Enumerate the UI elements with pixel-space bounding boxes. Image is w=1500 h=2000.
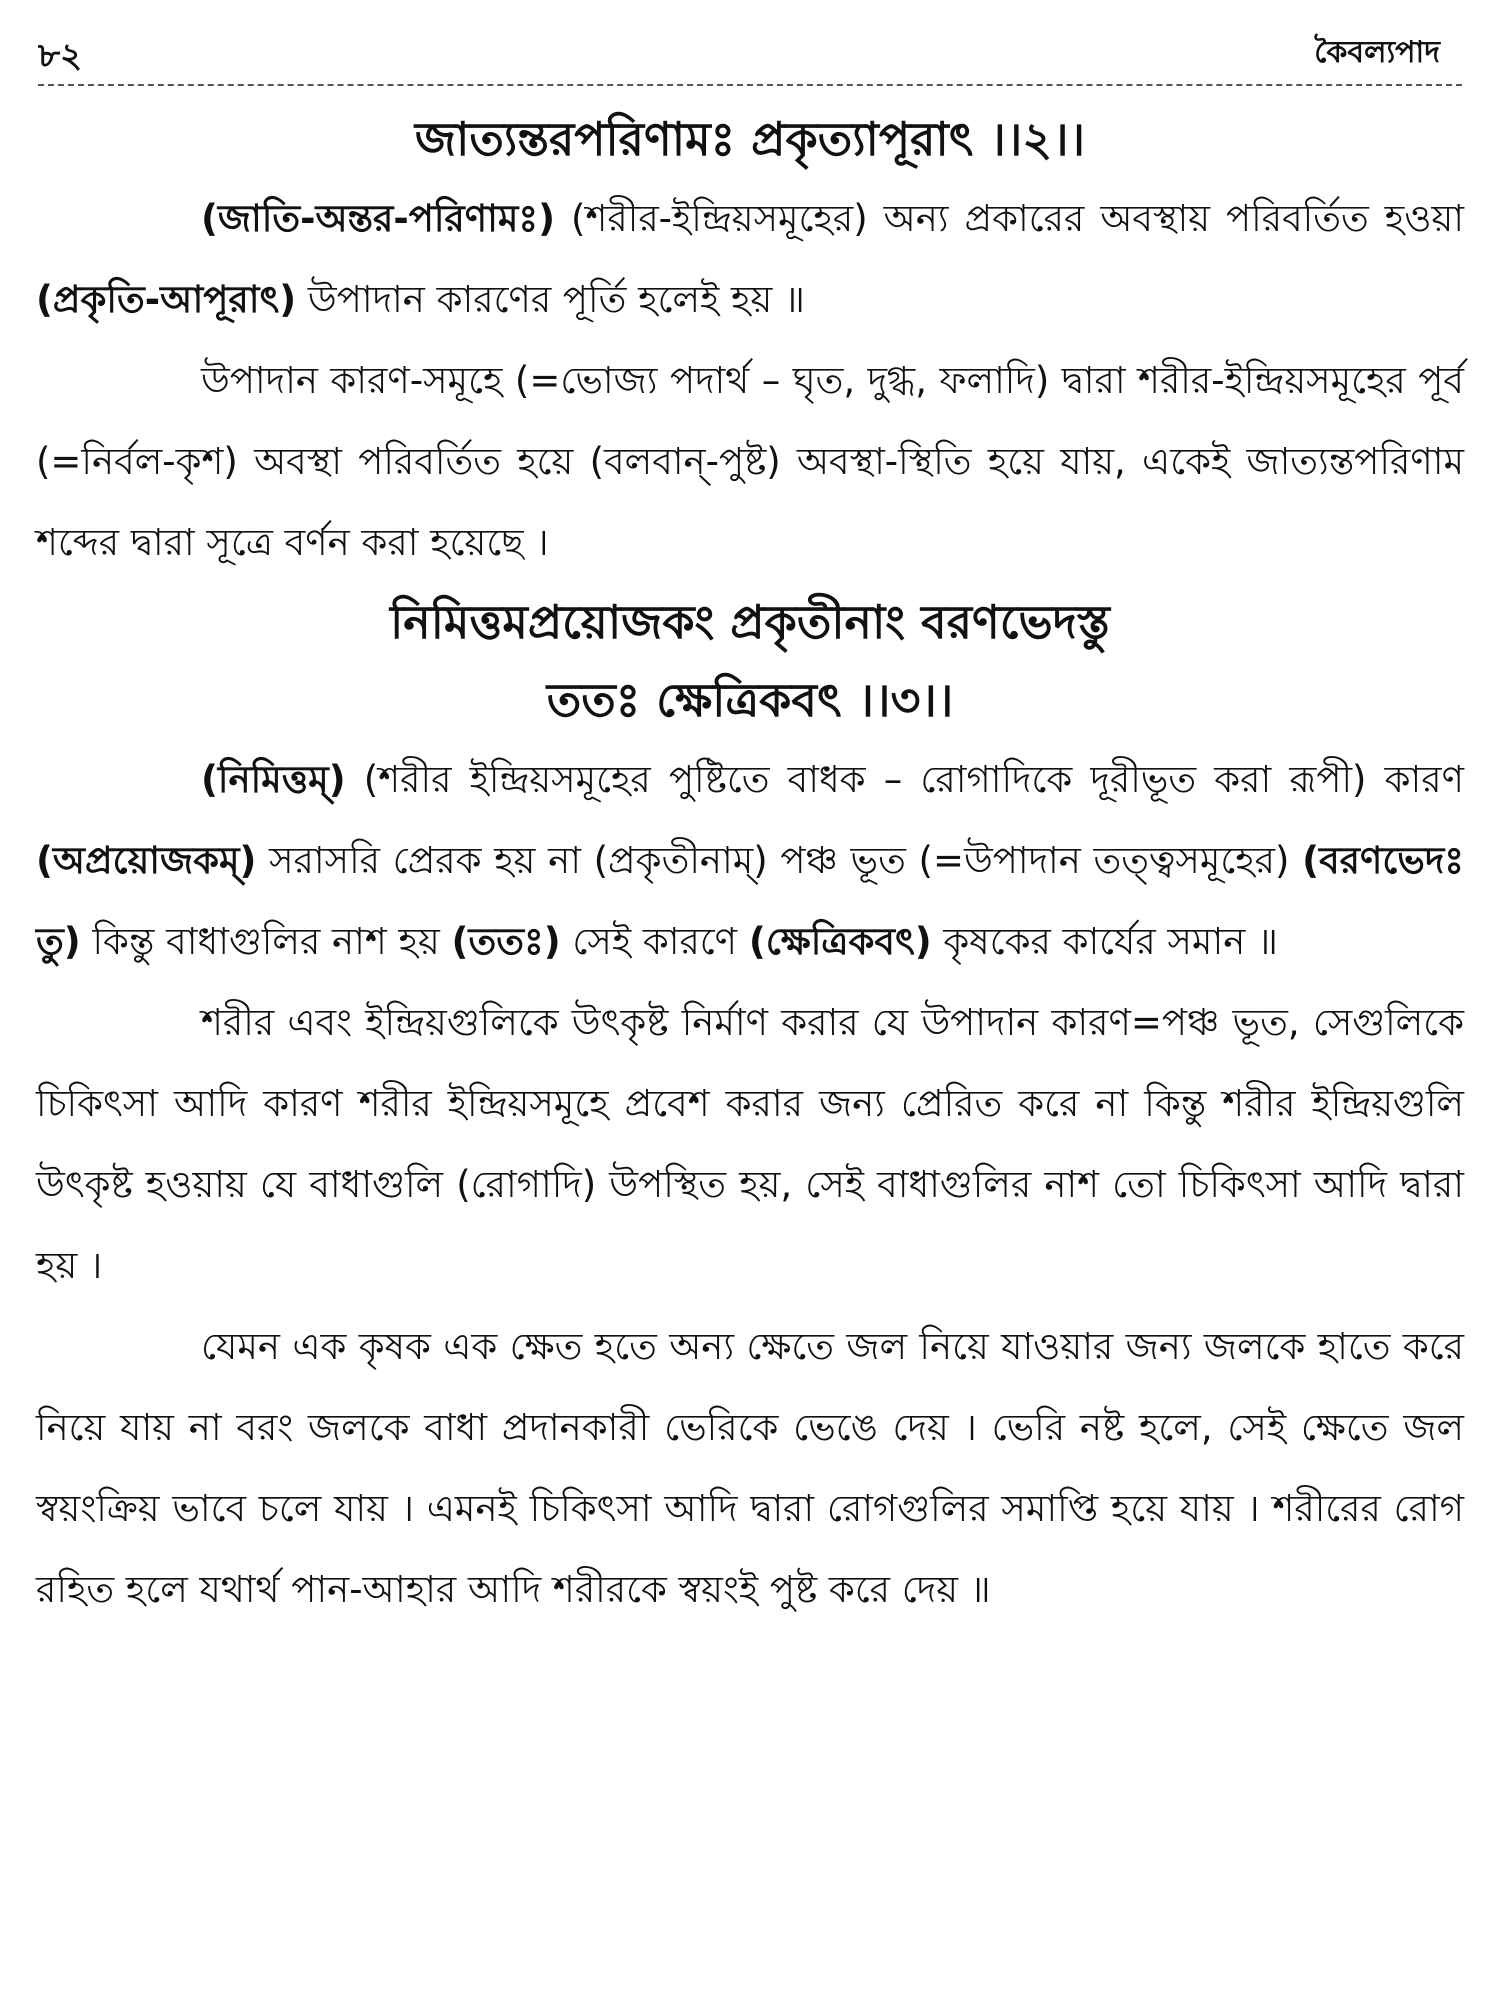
para1-text-a: (শরীর-ইন্দ্রিয়সমূহের) অন্য প্রকারের অবস্থায় পরিবর্তিত হওয়া bbox=[555, 197, 1464, 240]
para1-text-b: উপাদান কারণের পূর্তি হলেই হয় ॥ bbox=[296, 278, 805, 321]
paragraph-5: যেমন এক কৃষক এক ক্ষেত হতে অন্য ক্ষেতে জল নিয়ে যাওয়ার জন্য জলকে হাতে করে নিয়ে যায় না বরং জলকে বাধা প্রদানকারী ভেরিকে ভেঙে দেয় । ভেরি নষ্ট হলে, সেই ক্ষেতে জল স্বয়ংক্রিয় ভাবে চলে যায় । এমনই চিকিৎসা আদি দ্বারা রোগগুলির সমাপ্তি হয়ে যায় । শরীরের রোগ রহিত হলে যথার্থ পান-আহার আদি শরীরকে স্বয়ংই পুষ্ট করে দেয় ॥ bbox=[36, 1325, 1464, 1611]
sutra-3-line-2: ততঃ ক্ষেত্রিকবৎ ।।৩।। bbox=[546, 673, 954, 727]
paragraph-2: উপাদান কারণ-সমূহে (=ভোজ্য পদার্থ – ঘৃত, দুগ্ধ, ফলাদি) দ্বারা শরীর-ইন্দ্রিয়সমূহের পূর্ব (=নির্বল-কৃশ) অবস্থা পরিবর্তিত হয়ে (বলবান্-পুষ্ট) অবস্থা-স্থিতি হয়ে যায়, একেই জাত্যন্তপরিণাম শব্দের দ্বারা সূত্রে বর্ণন করা হয়েছে । bbox=[36, 359, 1464, 564]
term-nimittam: (নিমিত্তম্) bbox=[201, 758, 346, 801]
paragraph-4: শরীর এবং ইন্দ্রিয়গুলিকে উৎকৃষ্ট নির্মাণ করার যে উপাদান কারণ=পঞ্চ ভূত, সেগুলিকে চিকিৎসা আদি কারণ শরীর ইন্দ্রিয়সমূহে প্রবেশ করার জন্য প্রেরিত করে না কিন্তু শরীর ইন্দ্রিয়গুলি উৎকৃষ্ট হওয়ায় যে বাধাগুলি (রোগাদি) উপস্থিত হয়, সেই বাধাগুলির নাশ তো চিকিৎসা আদি দ্বারা হয় । bbox=[36, 1001, 1464, 1287]
term-kshetrikavat: (ক্ষেত্রিকবৎ) bbox=[748, 920, 932, 963]
para3-text-e: কৃষকের কার্যের সমান ॥ bbox=[931, 920, 1278, 963]
term-baranbhed-tu: (বরণভেদঃ তু) bbox=[36, 839, 1464, 963]
term-prakriti-apurat: (প্রকৃতি-আপূরাৎ) bbox=[36, 278, 297, 321]
page-body bbox=[36, 100, 1464, 1630]
term-aprayojakam: (অপ্রয়োজকম্) bbox=[36, 839, 257, 882]
para3-text-d: সেই কারণে bbox=[560, 920, 749, 963]
para3-text-c: কিন্তু বাধাগুলির নাশ হয় bbox=[80, 920, 452, 963]
page-header bbox=[38, 28, 1462, 84]
para3-text-a: (শরীর ইন্দ্রিয়সমূহের পুষ্টিতে বাধক – রোগাদিকে দূরীভূত করা রূপী) কারণ bbox=[345, 758, 1464, 801]
paragraph-1 bbox=[36, 178, 1464, 340]
header-divider bbox=[38, 84, 1462, 86]
sutra-2: জাত্যন্তরপরিণামঃ প্রকৃত্যাপূরাৎ ।।২।। bbox=[414, 112, 1086, 166]
sutra-3-line-1: নিমিত্তমপ্রয়োজকং প্রকৃতীনাং বরণভেদস্তু bbox=[390, 595, 1110, 649]
page-number: ৮২ bbox=[38, 36, 83, 76]
sutra-3 bbox=[36, 583, 1464, 739]
running-head: কৈবল্যপাদ bbox=[1314, 35, 1440, 70]
term-tatah: (ততঃ) bbox=[451, 920, 561, 963]
para3-text-b: সরাসরি প্রেরক হয় না (প্রকৃতীনাম্) পঞ্চ ভূত (=উপাদান তত্ত্বসমূহের) bbox=[256, 839, 1303, 882]
paragraph-3 bbox=[36, 739, 1464, 982]
term-jati-antar-parinam: (জাতি-অন্তর-পরিণামঃ) bbox=[201, 197, 556, 240]
